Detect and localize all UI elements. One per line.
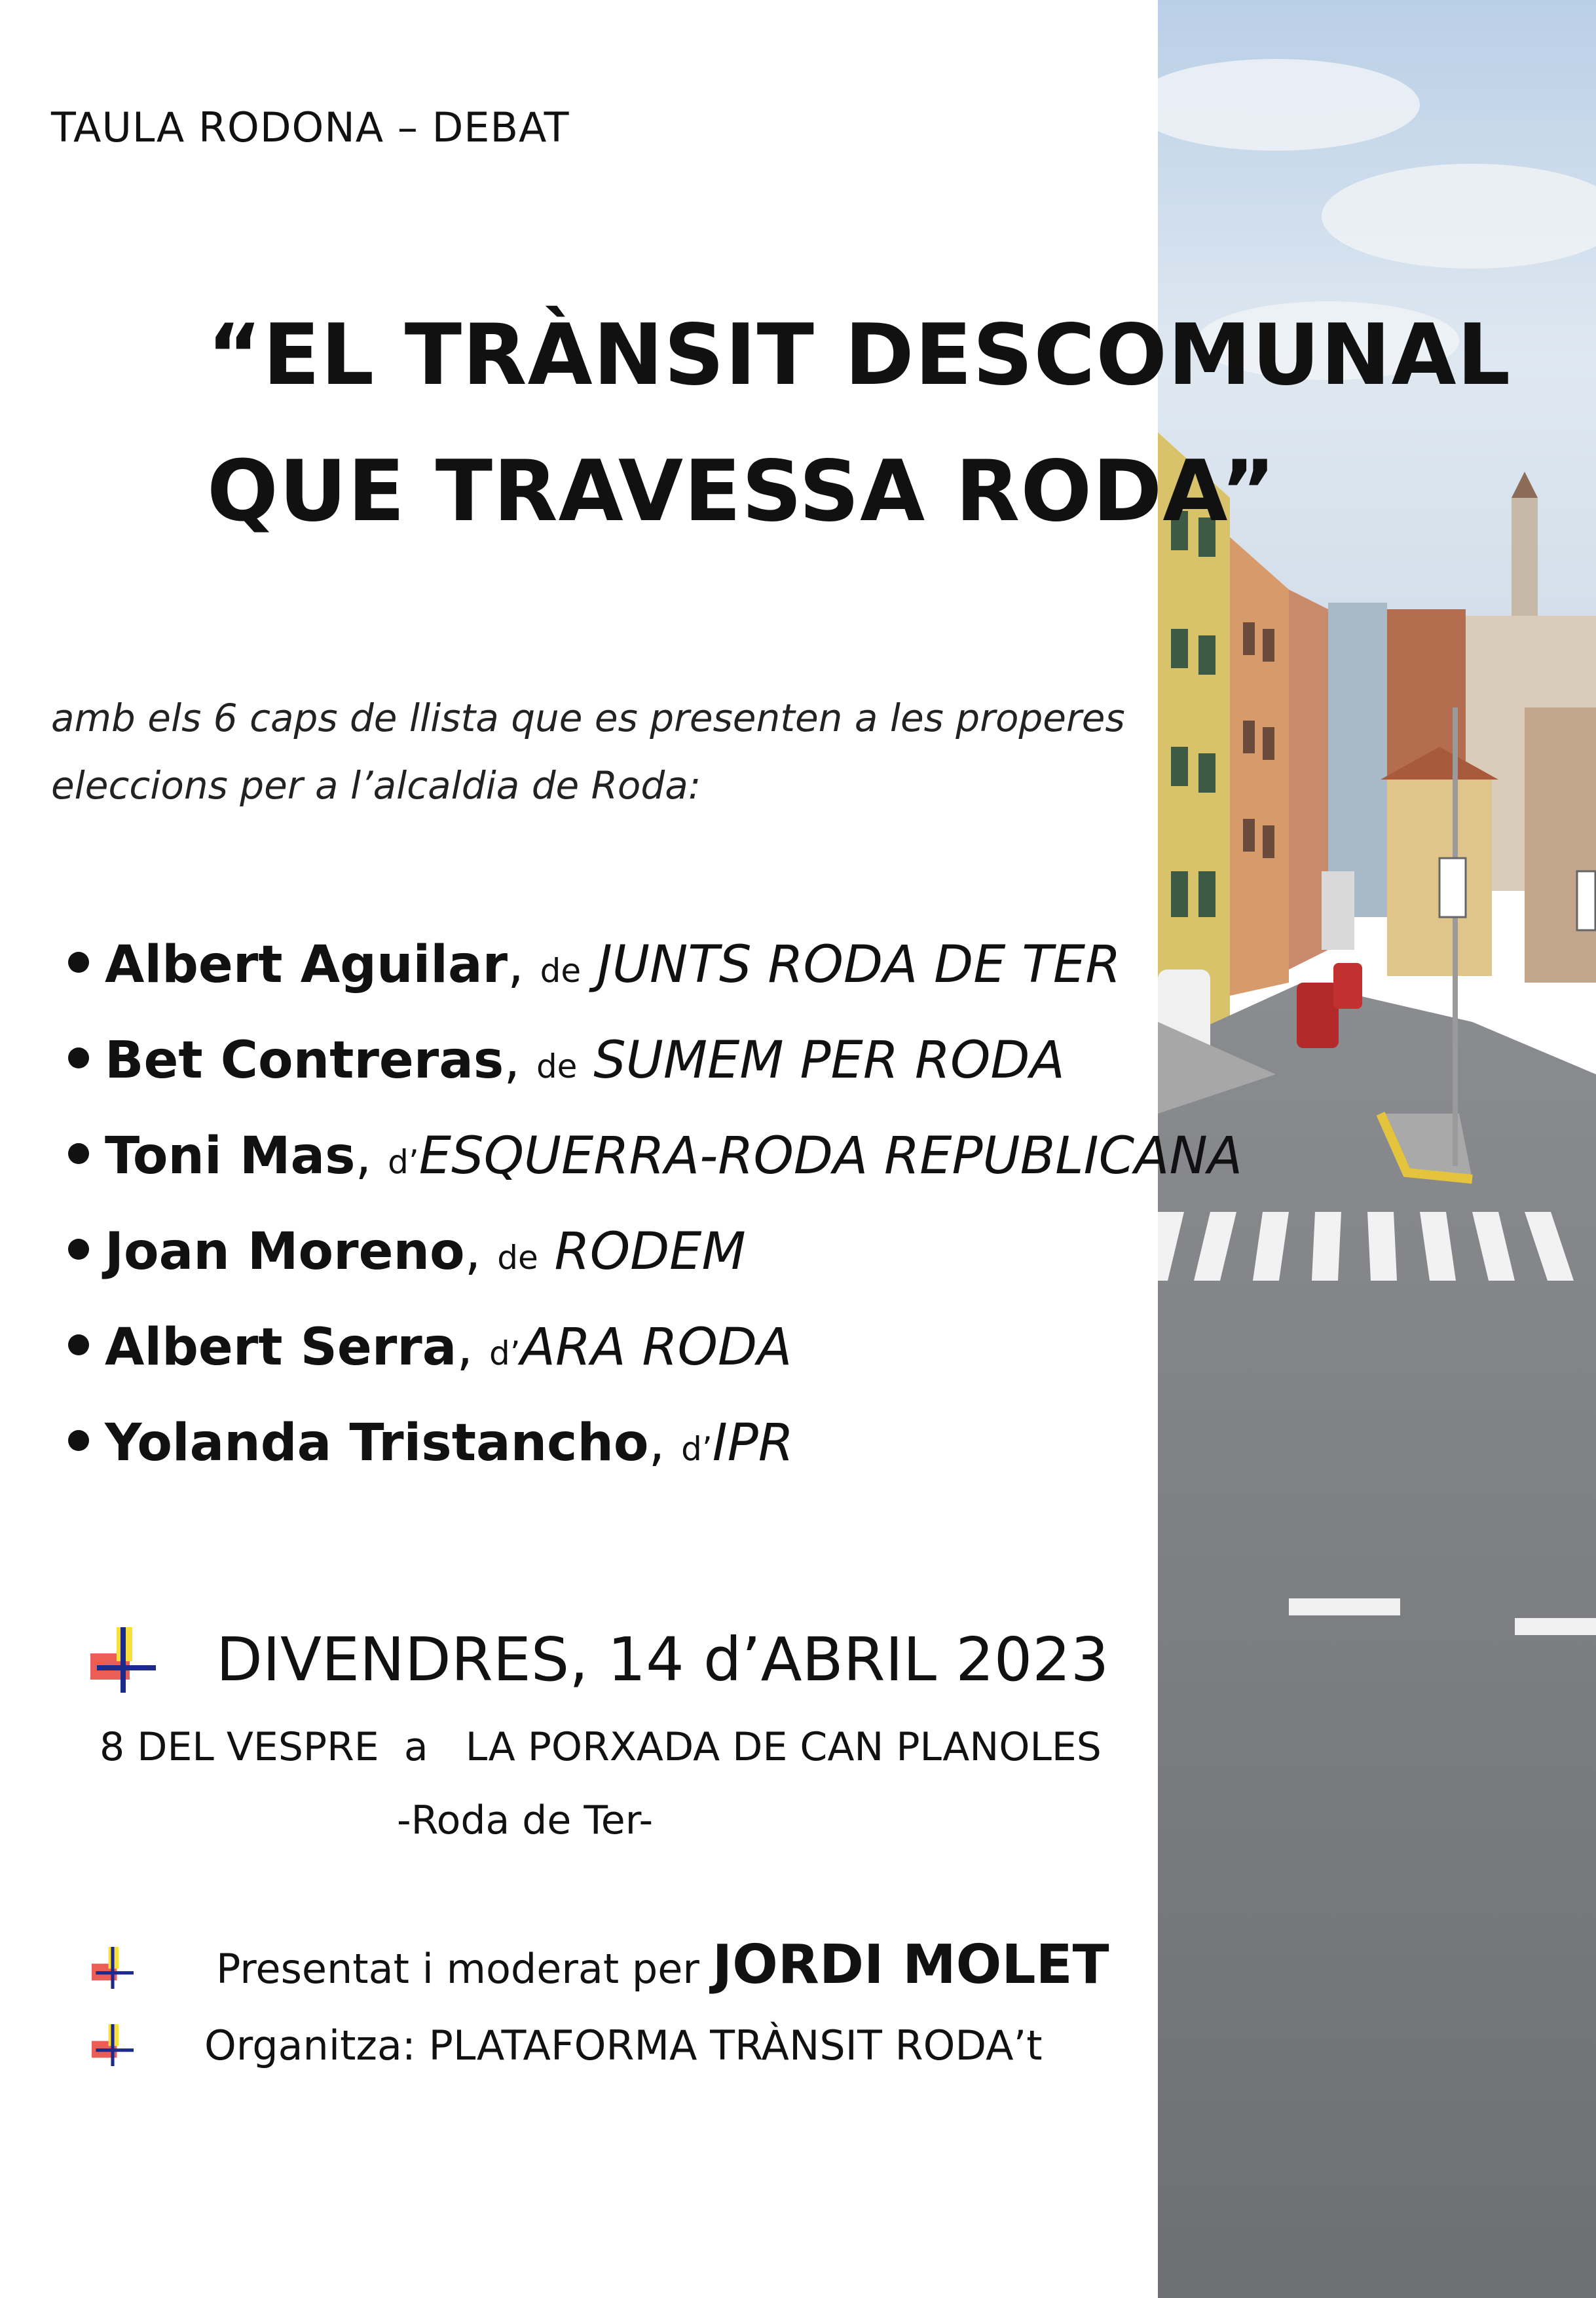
candidate-item: Joan Moreno, de RODEM	[68, 1222, 746, 1281]
candidate-party: ESQUERRA-RODA REPUBLICANA	[418, 1127, 1243, 1186]
bullet-dot-icon	[68, 1430, 89, 1451]
event-time-place: 8 DEL VESPRE a LA PORXADA DE CAN PLANOLES	[100, 1724, 1102, 1770]
bullet-dot-icon	[68, 1334, 89, 1355]
candidate-party: JUNTS RODA DE TER	[597, 935, 1121, 994]
candidate-name: Joan Moreno	[105, 1222, 465, 1281]
candidate-name: Toni Mas	[105, 1127, 356, 1186]
candidate-prep: de	[540, 952, 582, 990]
title-line-2: QUE TRAVESSA RODA”	[207, 443, 1276, 540]
candidate-item: Bet Contreras, de SUMEM PER RODA	[68, 1031, 1065, 1090]
bullet-dot-icon	[68, 1143, 89, 1164]
bullet-dot-icon	[68, 1239, 89, 1260]
cross-marker-icon	[92, 2024, 134, 2066]
event-date: DIVENDRES, 14 d’ABRIL 2023	[216, 1625, 1109, 1695]
candidate-party: IPR	[712, 1414, 794, 1473]
bullet-dot-icon	[68, 952, 89, 973]
cross-marker-icon	[90, 1627, 156, 1693]
candidate-item: Albert Serra, d’ARA RODA	[68, 1318, 792, 1377]
moderator-line	[216, 1934, 1109, 1996]
candidate-item: Yolanda Tristancho, d’IPR	[68, 1414, 794, 1473]
candidate-prep: d’	[489, 1334, 521, 1372]
candidate-name: Albert Aguilar	[105, 935, 508, 994]
candidate-prep: d’	[388, 1143, 419, 1181]
candidate-party: RODEM	[554, 1222, 746, 1281]
moderator-prefix: Presentat i moderat per	[216, 1945, 713, 1993]
candidate-prep: de	[536, 1047, 578, 1085]
bullet-dot-icon	[68, 1047, 89, 1068]
event-kicker: TAULA RODONA – DEBAT	[51, 104, 570, 151]
candidate-party: SUMEM PER RODA	[593, 1031, 1065, 1090]
organizer-line: Organitza: PLATAFORMA TRÀNSIT RODA’t	[204, 2022, 1043, 2069]
candidate-item: Albert Aguilar, de JUNTS RODA DE TER	[68, 935, 1121, 994]
event-town: -Roda de Ter-	[397, 1798, 654, 1843]
title-line-1: “EL TRÀNSIT DESCOMUNAL	[207, 307, 1512, 404]
candidate-prep: de	[497, 1239, 538, 1277]
intro-line-2: eleccions per a l’alcaldia de Roda:	[51, 763, 701, 808]
candidate-name: Albert Serra	[105, 1318, 457, 1377]
candidate-name: Yolanda Tristancho	[105, 1414, 649, 1473]
candidate-party: ARA RODA	[520, 1318, 792, 1377]
candidate-item: Toni Mas, d’ESQUERRA-RODA REPUBLICANA	[68, 1127, 1242, 1186]
moderator-name: JORDI MOLET	[712, 1934, 1109, 1996]
candidate-prep: d’	[681, 1430, 713, 1468]
candidate-name: Bet Contreras	[105, 1031, 504, 1090]
intro-line-1: amb els 6 caps de llista que es presenten a les properes	[51, 696, 1125, 740]
cross-marker-icon	[92, 1947, 134, 1989]
